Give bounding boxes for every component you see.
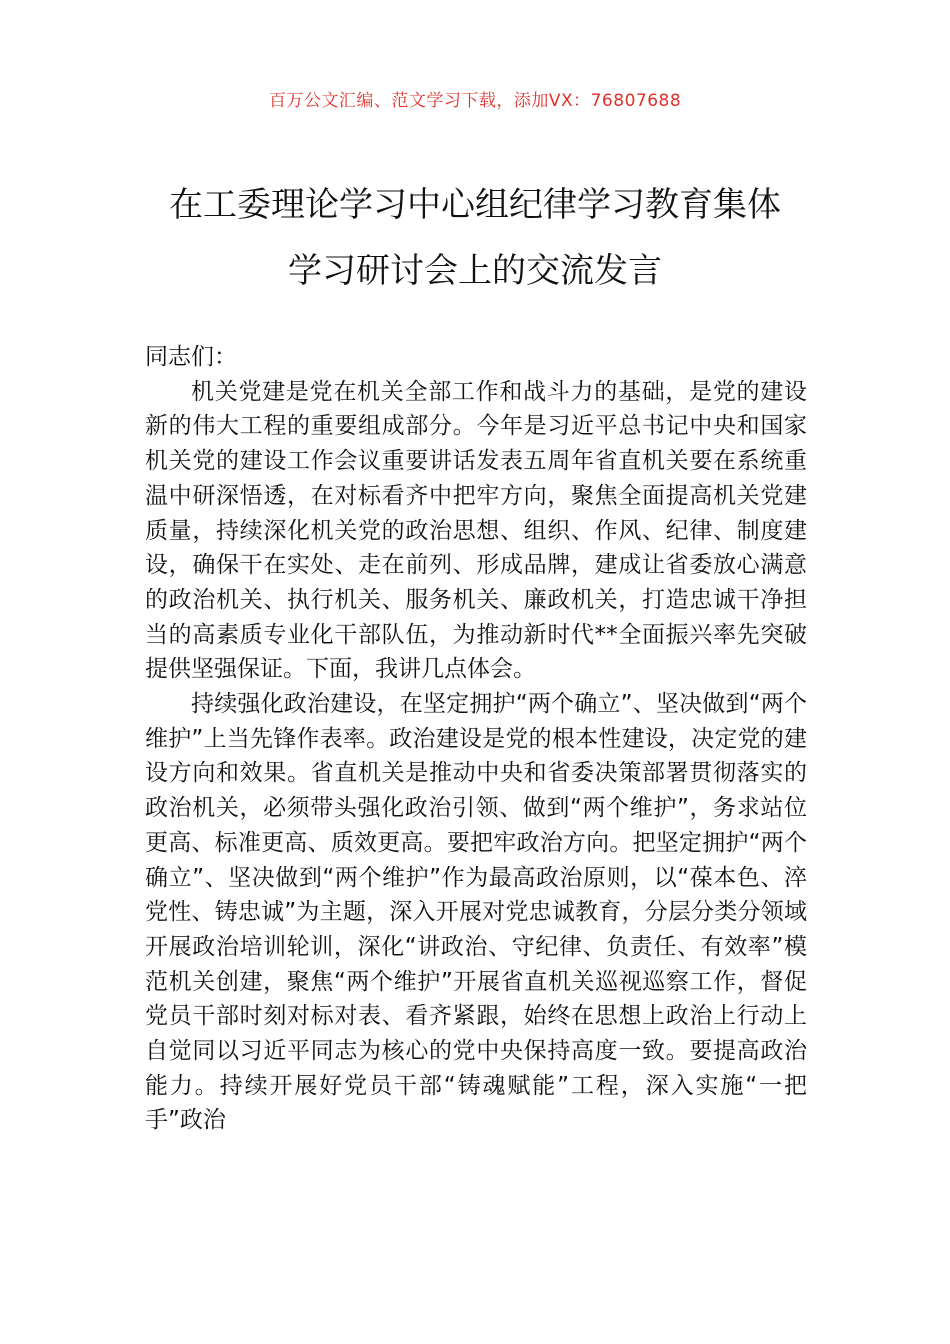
title-line-2: 学习研讨会上的交流发言	[288, 251, 662, 291]
paragraph-2: 持续强化政治建设，在坚定拥护“两个确立”、坚决做到“两个维护”上当先锋作表率。政治建设是党的根本性建设，决定党的建设方向和效果。省直机关是推动中央和省委决策部署贯彻落实的政治机关，必须带头强化政治引领、做到“两个维护”，务求站位更高、标准更高、质效更高。要把牢政治方向。把坚定拥护“两个确立”、坚决做到“两个维护”作为最高政治原则，以“葆本色、淬党性、铸忠诚”为主题，深入开展对党忠诚教育，分层分类分领域开展政治培训轮训，深化“讲政治、守纪律、负责任、有效率”模范机关创建，聚焦“两个维护”开展省直机关巡视巡察工作，督促党员干部时刻对标对表、看齐紧跟，始终在思想上政治上行动上自觉同以习近平同志为核心的党中央保持高度一致。要提高政治能力。持续开展好党员干部“铸魂赋能”工程，深入实施“一把手”政治	[145, 691, 807, 1134]
paragraph-1: 机关党建是党在机关全部工作和战斗力的基础，是党的建设新的伟大工程的重要组成部分。今年是习近平总书记中央和国家机关党的建设工作会议重要讲话发表五周年省直机关要在系统重温中研深悟透，在对标看齐中把牢方向，聚焦全面提高机关党建质量，持续深化机关党的政治思想、组织、作风、纪律、制度建设，确保干在实处、走在前列、形成品牌，建成让省委放心满意的政治机关、执行机关、服务机关、廉政机关，打造忠诚干净担当的高素质专业化干部队伍，为推动新时代**全面振兴率先突破提供坚强保证。下面，我讲几点体会。	[145, 378, 807, 683]
document-body	[145, 340, 807, 1138]
document-title	[120, 172, 830, 304]
salutation: 同志们：	[145, 344, 237, 370]
title-line-1: 在工委理论学习中心组纪律学习教育集体	[169, 185, 781, 225]
header-watermark-note: 百万公文汇编、范文学习下载，添加VX：76807688	[268, 91, 682, 111]
